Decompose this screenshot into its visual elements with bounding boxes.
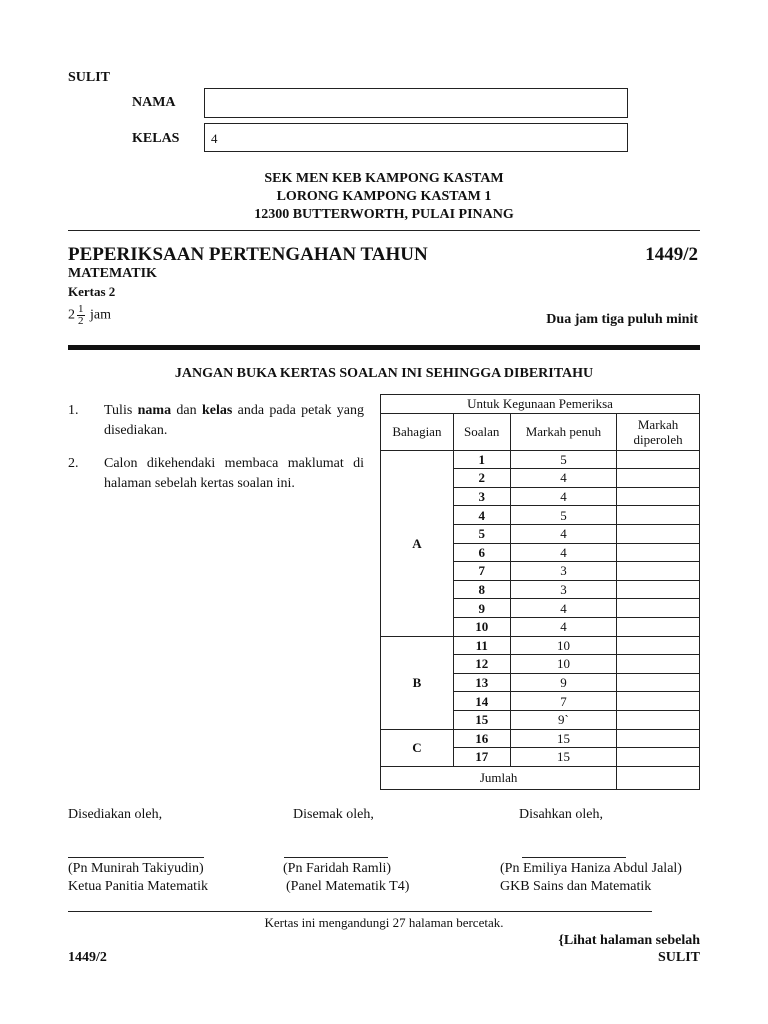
question-number: 7 xyxy=(453,562,510,581)
section-label: C xyxy=(381,729,454,766)
full-marks: 10 xyxy=(510,655,617,674)
duration-words: Dua jam tiga puluh minit xyxy=(546,312,698,327)
table-title: Untuk Kegunaan Pemeriksa xyxy=(381,395,700,414)
duration-denominator: 2 xyxy=(78,315,84,327)
table-header: Bahagian xyxy=(381,413,454,450)
nama-label: NAMA xyxy=(132,95,176,110)
approver-title: GKB Sains dan Matematik xyxy=(500,879,652,894)
school-address xyxy=(0,170,768,224)
marks-obtained-field[interactable] xyxy=(617,617,700,636)
marks-obtained-field[interactable] xyxy=(617,636,700,655)
marks-obtained-field[interactable] xyxy=(617,506,700,525)
table-header-row xyxy=(381,413,700,450)
marks-obtained-field[interactable] xyxy=(617,469,700,488)
full-marks: 9` xyxy=(510,710,617,729)
school-street: LORONG KAMPONG KASTAM 1 xyxy=(276,189,492,204)
section-label: B xyxy=(381,636,454,729)
total-marks-field[interactable] xyxy=(617,766,700,789)
question-number: 3 xyxy=(453,487,510,506)
question-number: 12 xyxy=(453,655,510,674)
page-count: Kertas ini mengandungi 27 halaman bercetak. xyxy=(264,915,504,930)
question-number: 16 xyxy=(453,729,510,748)
header-divider xyxy=(68,230,700,231)
full-marks: 4 xyxy=(510,599,617,618)
marks-obtained-field[interactable] xyxy=(617,562,700,581)
instruction-text: Tulis nama dan kelas anda pada petak yang disediakan. xyxy=(104,403,364,438)
marks-obtained-field[interactable] xyxy=(617,543,700,562)
paper-number: Kertas 2 xyxy=(68,284,116,299)
full-marks: 5 xyxy=(510,450,617,469)
full-marks: 4 xyxy=(510,543,617,562)
preparer-title: Ketua Panitia Matematik xyxy=(68,879,208,894)
full-marks: 15 xyxy=(510,748,617,767)
table-header: Markah penuh xyxy=(510,413,617,450)
full-marks: 4 xyxy=(510,617,617,636)
duration-fraction xyxy=(77,304,85,327)
table-total-row xyxy=(381,766,700,789)
total-label: Jumlah xyxy=(381,766,617,789)
full-marks: 7 xyxy=(510,692,617,711)
question-number: 10 xyxy=(453,617,510,636)
footer-divider xyxy=(68,911,652,912)
question-number: 11 xyxy=(453,636,510,655)
table-row xyxy=(381,636,700,655)
marks-obtained-field[interactable] xyxy=(617,580,700,599)
marks-obtained-field[interactable] xyxy=(617,673,700,692)
exam-code: 1449/2 xyxy=(645,244,698,265)
full-marks: 4 xyxy=(510,487,617,506)
sulit-label-bottom: SULIT xyxy=(657,950,700,965)
table-header: Soalan xyxy=(453,413,510,450)
question-number: 4 xyxy=(453,506,510,525)
approver-name: (Pn Emiliya Haniza Abdul Jalal) xyxy=(500,861,682,876)
question-number: 15 xyxy=(453,710,510,729)
full-marks: 5 xyxy=(510,506,617,525)
table-title-row xyxy=(381,395,700,414)
duration-unit: jam xyxy=(90,307,111,323)
marks-obtained-field[interactable] xyxy=(617,655,700,674)
instruction-number: 2. xyxy=(68,456,79,471)
full-marks: 4 xyxy=(510,469,617,488)
question-number: 14 xyxy=(453,692,510,711)
table-row xyxy=(381,729,700,748)
full-marks: 3 xyxy=(510,580,617,599)
signature-line xyxy=(284,857,388,858)
approved-by-label: Disahkan oleh, xyxy=(519,807,603,822)
marks-obtained-field[interactable] xyxy=(617,599,700,618)
checker-name: (Pn Faridah Ramli) xyxy=(283,861,392,876)
full-marks: 15 xyxy=(510,729,617,748)
kelas-label: KELAS xyxy=(132,131,180,146)
subject: MATEMATIK xyxy=(68,266,157,281)
checker-title: (Panel Matematik T4) xyxy=(286,879,410,894)
signature-line xyxy=(522,857,626,858)
kelas-field[interactable]: 4 xyxy=(204,123,628,152)
preparer-name: (Pn Munirah Takiyudin) xyxy=(68,861,204,876)
instruction-2 xyxy=(68,454,364,494)
duration xyxy=(68,304,111,327)
question-number: 2 xyxy=(453,469,510,488)
marks-obtained-field[interactable] xyxy=(617,748,700,767)
prepared-by-label: Disediakan oleh, xyxy=(68,807,163,822)
section-label: A xyxy=(381,450,454,636)
signature-line xyxy=(68,857,204,858)
checked-by-label: Disemak oleh, xyxy=(293,807,374,822)
thick-divider xyxy=(68,345,700,350)
full-marks: 9 xyxy=(510,673,617,692)
marks-obtained-field[interactable] xyxy=(617,692,700,711)
school-city: 12300 BUTTERWORTH, PULAI PINANG xyxy=(254,207,514,222)
instruction-text: Calon dikehendaki membaca maklumat di halaman sebelah kertas soalan ini. xyxy=(104,456,364,491)
question-number: 9 xyxy=(453,599,510,618)
table-row xyxy=(381,450,700,469)
sulit-label-top: SULIT xyxy=(68,70,111,85)
question-number: 17 xyxy=(453,748,510,767)
marks-obtained-field[interactable] xyxy=(617,450,700,469)
exam-title: PEPERIKSAAN PERTENGAHAN TAHUN xyxy=(68,244,428,265)
marks-obtained-field[interactable] xyxy=(617,729,700,748)
question-number: 1 xyxy=(453,450,510,469)
duration-numerator: 1 xyxy=(78,303,84,315)
table-header: Markah diperoleh xyxy=(617,413,700,450)
examiner-table xyxy=(380,394,700,790)
warning-text: JANGAN BUKA KERTAS SOALAN INI SEHINGGA DIBERITAHU xyxy=(174,366,594,381)
nama-field[interactable] xyxy=(204,88,628,118)
full-marks: 3 xyxy=(510,562,617,581)
question-number: 5 xyxy=(453,524,510,543)
marks-obtained-field[interactable] xyxy=(617,487,700,506)
footer-code: 1449/2 xyxy=(68,950,107,965)
question-number: 6 xyxy=(453,543,510,562)
duration-whole: 2 xyxy=(68,307,75,323)
instruction-1 xyxy=(68,401,364,441)
next-page-note: {Lihat halaman sebelah xyxy=(558,933,700,948)
marks-obtained-field[interactable] xyxy=(617,524,700,543)
full-marks: 10 xyxy=(510,636,617,655)
school-name: SEK MEN KEB KAMPONG KASTAM xyxy=(264,171,504,186)
instruction-number: 1. xyxy=(68,403,79,418)
marks-obtained-field[interactable] xyxy=(617,710,700,729)
full-marks: 4 xyxy=(510,524,617,543)
question-number: 8 xyxy=(453,580,510,599)
question-number: 13 xyxy=(453,673,510,692)
